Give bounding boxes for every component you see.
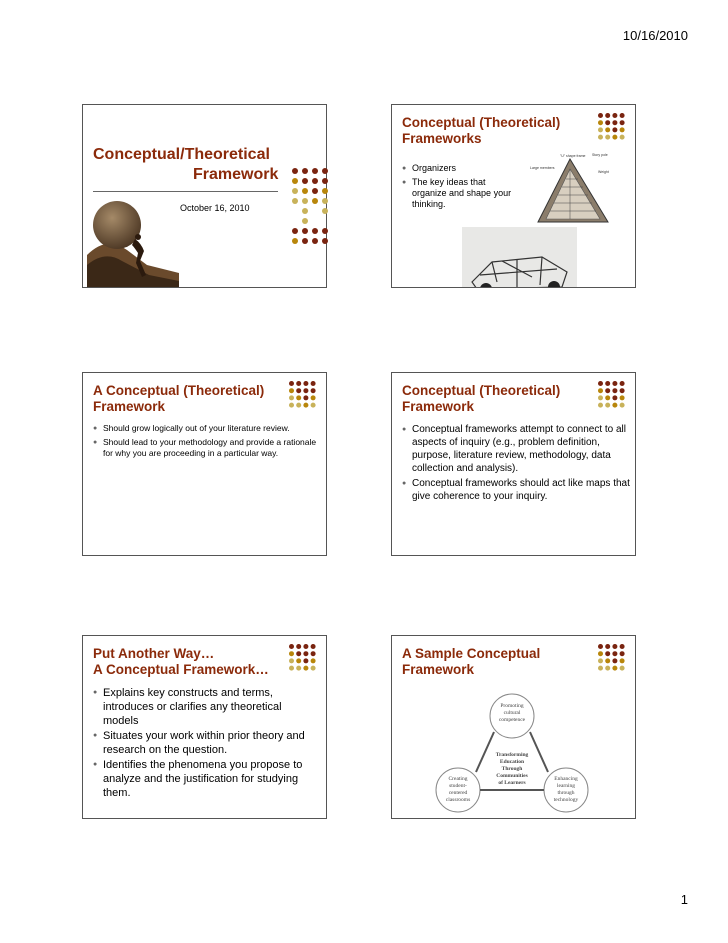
decorative-dot [304, 381, 309, 386]
car-frame-image [462, 227, 577, 288]
decorative-dot [322, 198, 328, 204]
decorative-dot [613, 127, 618, 132]
decorative-dot [304, 651, 309, 656]
decorative-dot [312, 168, 318, 174]
decorative-dot [289, 403, 294, 408]
decorative-dots [292, 168, 332, 253]
bullet-list [93, 423, 327, 462]
slide-title-line2: Frameworks [402, 131, 482, 146]
decorative-dot [312, 238, 318, 244]
diagram-center-line: Education [499, 759, 525, 765]
decorative-dot [312, 178, 318, 184]
decorative-dots [289, 381, 318, 415]
slide-title-line1: Conceptual (Theoretical) [402, 115, 561, 130]
decorative-dot [598, 127, 603, 132]
decorative-dot [292, 188, 298, 194]
slide-title-line2: Framework [402, 662, 475, 677]
decorative-dot [605, 651, 610, 656]
decorative-dot [620, 127, 625, 132]
bullet-item: ● Explains key constructs and terms, introduces or clarifies any theoretical models [93, 686, 318, 728]
decorative-dot [304, 395, 309, 400]
decorative-dot [311, 395, 316, 400]
decorative-dot [322, 238, 328, 244]
decorative-dot [598, 135, 603, 140]
image-label: Large members [530, 166, 555, 170]
diagram-center-line: of Learners [498, 780, 526, 786]
decorative-dots [598, 644, 627, 678]
decorative-dot [289, 658, 294, 663]
image-label: Story pole [592, 153, 608, 157]
decorative-dot [605, 644, 610, 649]
decorative-dot [620, 658, 625, 663]
diagram-center-line: Communities [496, 773, 528, 779]
decorative-dot [296, 666, 301, 671]
decorative-dot [620, 381, 625, 386]
decorative-dot [605, 120, 610, 125]
decorative-dot [304, 658, 309, 663]
bullet-item: ● Should grow logically out of your literature review. [93, 423, 327, 434]
decorative-dot [311, 644, 316, 649]
decorative-dot [311, 403, 316, 408]
diagram-left-line: student- [449, 783, 467, 789]
decorative-dot [620, 388, 625, 393]
a-frame-image [530, 147, 612, 227]
decorative-dots [289, 644, 318, 678]
decorative-dot [613, 644, 618, 649]
decorative-dot [302, 238, 308, 244]
decorative-dot [302, 188, 308, 194]
decorative-dot [312, 188, 318, 194]
decorative-dot [322, 208, 328, 214]
decorative-dot [598, 658, 603, 663]
decorative-dot [598, 403, 603, 408]
decorative-dot [289, 666, 294, 671]
slide-title-line1: A Sample Conceptual [402, 646, 541, 661]
decorative-dot [613, 120, 618, 125]
title-divider [93, 191, 278, 192]
decorative-dot [620, 135, 625, 140]
page-number: 1 [680, 892, 688, 907]
slide-title [93, 646, 269, 678]
decorative-dot [302, 198, 308, 204]
decorative-dot [296, 388, 301, 393]
decorative-dot [322, 168, 328, 174]
decorative-dot [292, 228, 298, 234]
decorative-dots [598, 113, 627, 147]
decorative-dot [613, 658, 618, 663]
decorative-dot [598, 644, 603, 649]
decorative-dot [322, 228, 328, 234]
decorative-dot [296, 658, 301, 663]
slide-title-line2: A Conceptual Framework… [93, 662, 269, 677]
decorative-dot [613, 395, 618, 400]
decorative-dot [302, 178, 308, 184]
decorative-dot [613, 403, 618, 408]
dot-grid-icon [598, 113, 627, 142]
decorative-dot [296, 395, 301, 400]
decorative-dot [613, 388, 618, 393]
decorative-dot [613, 381, 618, 386]
decorative-dot [598, 381, 603, 386]
diagram-left-line: classrooms [445, 797, 471, 803]
slide-title [402, 115, 560, 147]
decorative-dot [304, 644, 309, 649]
diagram-left-line: centered [448, 790, 468, 796]
decorative-dot [292, 178, 298, 184]
decorative-dot [289, 644, 294, 649]
decorative-dot [289, 388, 294, 393]
decorative-dot [613, 666, 618, 671]
decorative-dot [605, 666, 610, 671]
bullet-item: ● Organizers [402, 163, 512, 174]
bullet-item: ● Situates your work within prior theory and research on the question. [93, 729, 318, 757]
slide-6 [391, 635, 636, 819]
decorative-dot [598, 395, 603, 400]
diagram-top-line: cultural [503, 710, 521, 716]
bullet-item: ● The key ideas that organize and shape your thinking. [402, 177, 512, 210]
bullet-item: ● Identifies the phenomena you propose to analyze and the justification for studying them. [93, 758, 318, 800]
dot-grid-icon [289, 644, 318, 673]
slide-title-line2: Framework [193, 166, 279, 183]
decorative-dot [598, 388, 603, 393]
dot-grid-icon [598, 644, 627, 673]
decorative-dot [292, 238, 298, 244]
decorative-dot [289, 381, 294, 386]
slide-title [402, 383, 560, 415]
decorative-dot [292, 168, 298, 174]
dot-grid-icon [292, 168, 332, 248]
decorative-dot [605, 113, 610, 118]
bullet-list [93, 686, 318, 801]
diagram-top-line: competence [498, 717, 526, 723]
decorative-dot [605, 127, 610, 132]
slide-1 [82, 104, 327, 288]
decorative-dot [620, 644, 625, 649]
decorative-dot [296, 644, 301, 649]
image-label: "U" shape frame [560, 154, 586, 158]
slide-4 [391, 372, 636, 556]
decorative-dot [605, 395, 610, 400]
sisyphus-image [87, 195, 179, 287]
decorative-dot [613, 135, 618, 140]
dot-grid-icon [598, 381, 627, 410]
decorative-dot [613, 651, 618, 656]
bullet-list [402, 163, 512, 213]
diagram-right-line: through [557, 790, 575, 796]
decorative-dot [598, 666, 603, 671]
slide-title [93, 383, 264, 415]
header-date: 10/16/2010 [622, 28, 688, 43]
decorative-dot [302, 228, 308, 234]
slide-title-line1: Conceptual/Theoretical [93, 146, 270, 163]
slide-title-line1: Put Another Way… [93, 646, 215, 661]
decorative-dot [289, 651, 294, 656]
diagram-right-line: learning [556, 783, 576, 789]
decorative-dot [605, 381, 610, 386]
decorative-dot [302, 218, 308, 224]
decorative-dot [605, 403, 610, 408]
slide-title [402, 646, 540, 678]
decorative-dot [311, 651, 316, 656]
dot-grid-icon [289, 381, 318, 410]
image-label: Weight [598, 170, 609, 174]
bullet-item: ● Conceptual frameworks should act like maps that give coherence to your inquiry. [402, 477, 634, 503]
bullet-item: ● Should lead to your methodology and provide a rationale for why you are proceeding in a particular way. [93, 437, 327, 459]
slide-2 [391, 104, 636, 288]
decorative-dot [296, 403, 301, 408]
decorative-dot [620, 651, 625, 656]
decorative-dot [304, 666, 309, 671]
decorative-dot [311, 388, 316, 393]
diagram-left-line: Creating [448, 776, 468, 782]
conceptual-framework-diagram [422, 692, 602, 817]
decorative-dot [304, 388, 309, 393]
bullet-list [402, 423, 634, 505]
slide-title-line2: Framework [402, 399, 475, 414]
slide-title [93, 145, 278, 185]
diagram-right-line: Enhancing [554, 776, 578, 782]
decorative-dot [302, 208, 308, 214]
decorative-dot [598, 120, 603, 125]
diagram-center-line: Transforming [495, 752, 529, 758]
decorative-dot [296, 381, 301, 386]
decorative-dot [605, 388, 610, 393]
decorative-dot [620, 395, 625, 400]
decorative-dot [289, 395, 294, 400]
decorative-dot [312, 198, 318, 204]
decorative-dots [598, 381, 627, 415]
decorative-dot [620, 113, 625, 118]
decorative-dot [311, 381, 316, 386]
decorative-dot [598, 651, 603, 656]
slide-title-line2: Framework [93, 399, 166, 414]
slide-5 [82, 635, 327, 819]
slide-title-line1: Conceptual (Theoretical) [402, 383, 561, 398]
decorative-dot [620, 120, 625, 125]
decorative-dot [304, 403, 309, 408]
slide-title-line1: A Conceptual (Theoretical) [93, 383, 265, 398]
decorative-dot [311, 658, 316, 663]
decorative-dot [322, 188, 328, 194]
decorative-dot [312, 228, 318, 234]
decorative-dot [620, 403, 625, 408]
decorative-dot [302, 168, 308, 174]
slide-3 [82, 372, 327, 556]
decorative-dot [620, 666, 625, 671]
diagram-right-line: technology [553, 797, 579, 803]
decorative-dot [613, 113, 618, 118]
decorative-dot [296, 651, 301, 656]
diagram-center-line: Through [501, 766, 523, 772]
bullet-item: ● Conceptual frameworks attempt to connect to all aspects of inquiry (e.g., problem definition, purpose, literature review, methodology, data collection and analysis). [402, 423, 634, 475]
decorative-dot [311, 666, 316, 671]
decorative-dot [322, 178, 328, 184]
decorative-dot [605, 135, 610, 140]
decorative-dot [598, 113, 603, 118]
decorative-dot [292, 198, 298, 204]
diagram-top-line: Promoting [500, 703, 524, 709]
slide-date: October 16, 2010 [180, 203, 250, 213]
decorative-dot [605, 658, 610, 663]
